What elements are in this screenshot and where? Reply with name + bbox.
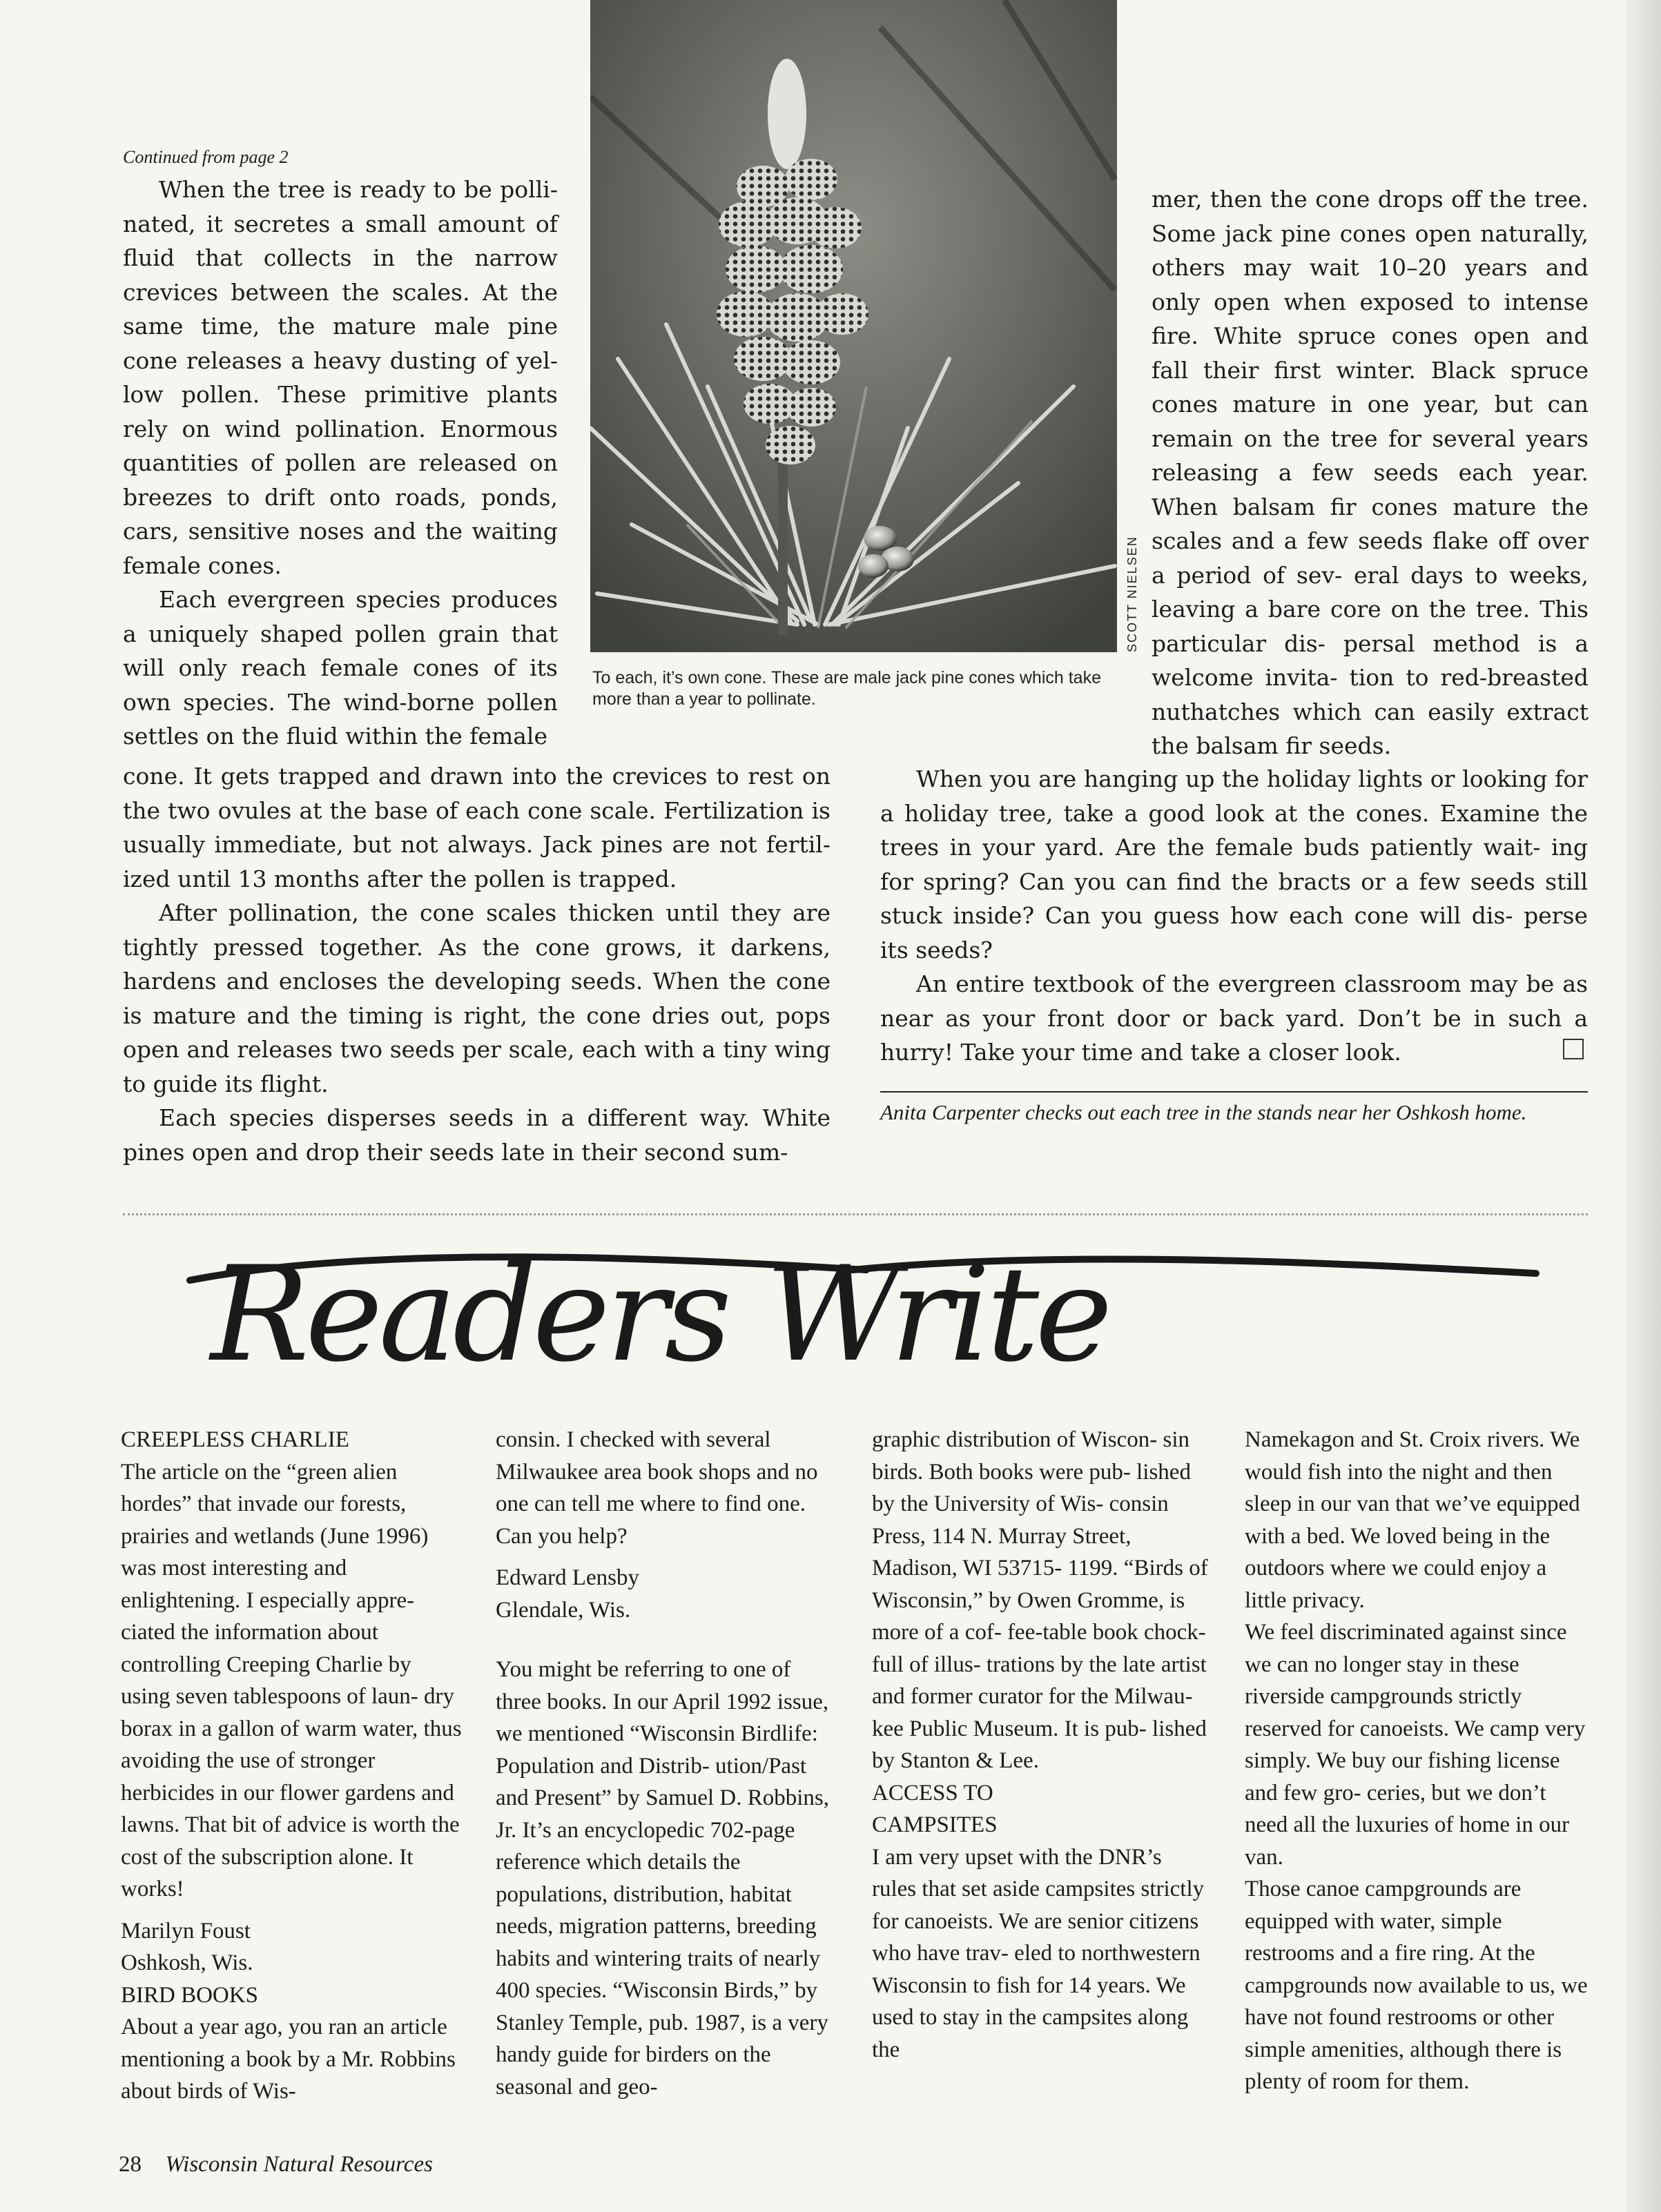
page-number: 28 <box>119 2152 142 2177</box>
end-mark <box>1563 1039 1584 1059</box>
letter-text: Namekagon and St. Croix rivers. We would fish into the night and then sleep in our van that we’ve equipped with a bed. We loved being in the outdoors where we could enjoy a little privacy. <box>1245 1427 1580 1613</box>
letter-text: consin. I checked with several Milwaukee area book shops and no one can tell me where to find one. Can you help? <box>496 1427 818 1549</box>
continued-note: Continued from page 2 <box>123 147 289 167</box>
letter-text: I am very upset with the DNR’s rules that set aside campsites strictly for canoeists. We are senior citizens who have trav- eled to northwestern Wisconsin to fish for 14 years. We used to stay in the campsites along the <box>872 1844 1205 2062</box>
article-paragraph: After pollination, the cone scales thicken until they are tightly pressed together. As the cone grows, it darkens, hardens and encloses the developing seeds. When the cone is mature and the timing is right, the cone dries out, pops open and releases two seeds per scale, each with a tiny wing to guide its flight. <box>123 899 830 1097</box>
end-mark-box <box>1563 1039 1584 1059</box>
readers-write-logo <box>162 1242 1543 1394</box>
photo-credit: SCOTT NIELSEN <box>1125 536 1139 652</box>
footer <box>119 2152 433 2177</box>
letters-column-4 <box>1245 1424 1590 2098</box>
letter-text: We feel discriminated against since we can no longer stay in these riverside campgrounds strictly reserved for canoeists. We camp very simply. We buy our fishing license and few gro- ceries, but we don’t need all the luxuries of home in our van. <box>1245 1620 1586 1870</box>
pine-cone-illustration <box>590 0 1117 652</box>
article-paragraph: cone. It gets trapped and drawn into the crevices to rest on the two ovules at the base of each cone scale. Fertilization is usually immediate, but not always. Jack pines are not fertil- ized until 13 months after the pollen is trapped. <box>123 763 830 892</box>
bio-rule <box>880 1091 1588 1093</box>
readers-write-title <box>162 1242 1543 1394</box>
letter-signature: Marilyn Foust <box>121 1918 251 1944</box>
page-spine-shadow <box>1625 0 1661 2212</box>
article-paragraph: Each species disperses seeds in a different way. White pines open and drop their seeds late in their second sum- <box>123 1104 830 1166</box>
editor-reply: You might be referring to one of three books. In our April 1992 issue, we mentioned “Wisconsin Birdlife: Population and Distrib- ution/Past and Present” by Samuel D. Robbins, Jr. It’s an encyclopedic 702-page reference which details the populations, distribution, habitat needs, migration patterns, breeding habits and wintering traits of nearly 400 species. “Wisconsin Birds,” by Stanley Temple, pub. 1987, is a very handy guide for birders on the seasonal and geo- <box>496 1657 830 2100</box>
article-left-wide <box>123 759 830 1169</box>
article-paragraph: An entire textbook of the evergreen classroom may be as near as your front door or back yard. Don’t be in such a hurry! Take your time and take a closer look. <box>880 970 1588 1066</box>
photo-caption: To each, it’s own cone. These are male jack pine cones which take more than a year to pollinate. <box>592 668 1101 709</box>
article-paragraph: When you are hanging up the holiday lights or looking for a holiday tree, take a good look at the cones. Examine the trees in your yard. Are the female buds patiently wait- ing for spring? Can you can find the bracts or a few seeds still stuck inside? Can you guess how each cone will dis- perse its seeds? <box>880 765 1588 963</box>
article-right-wide <box>880 762 1588 1070</box>
article-paragraph: mer, then the cone drops off the tree. Some jack pine cones open naturally, others may wait 10–20 years and only open when exposed to intense fire. White spruce cones open and fall their first winter. Black spruce cones mature in one year, but can remain on the tree for several years releasing a few seeds each year. When balsam fir cones mature the scales and a few seeds flake off over a period of sev- eral days to weeks, leaving a bare core on the tree. This particular dis- persal method is a welcome invita- tion to red-breasted nuthatches which can easily extract the balsam fir seeds. <box>1152 186 1589 759</box>
letter-location: Glendale, Wis. <box>496 1597 631 1623</box>
section-divider <box>123 1213 1588 1215</box>
letter-heading: ACCESS TO CAMPSITES <box>872 1780 998 1837</box>
readers-write-title-text: Readers Write <box>211 1242 1109 1391</box>
article-right-column <box>1152 182 1589 763</box>
article-paragraph: When the tree is ready to be polli- nated, it secretes a small amount of fluid that collects in the narrow crevices between the scales. At the same time, the mature male pine cone releases a heavy dusting of yel- low pollen. These primitive plants rely on wind pollination. Enormous quantities of pollen are released on breezes to drift onto roads, ponds, cars, sensitive noses and the waiting female cones. <box>123 176 558 579</box>
article-paragraph: Each evergreen species produces a uniquely shaped pollen grain that will only reach female cones of its own species. The wind-borne pollen settles on the fluid within the female <box>123 586 558 750</box>
letter-location: Oshkosh, Wis. <box>121 1950 253 1975</box>
letter-text: About a year ago, you ran an article mentioning a book by a Mr. Robbins about birds of Wis- <box>121 2015 456 2104</box>
letter-text: Those canoe campgrounds are equipped with water, simple restrooms and a fire ring. At the campgrounds now available to us, we have not found restrooms or other simple amenities, although there is plenty of room for them. <box>1245 1877 1588 2094</box>
magazine-name: Wisconsin Natural Resources <box>165 2152 433 2177</box>
letters-column-1 <box>121 1424 463 2108</box>
letters-column-2 <box>496 1424 834 2103</box>
editor-reply: graphic distribution of Wiscon- sin birds. Both books were pub- lished by the University of Wis- consin Press, 114 N. Murray Street, Madison, WI 53715- 1199. “Birds of Wisconsin,” by Owen Gromme, is more of a cof- fee-table book chock-full of illus- trations by the late artist and former curator for the Milwau- kee Public Museum. It is pub- lished by Stanton & Lee. <box>872 1427 1208 1773</box>
author-bio: Anita Carpenter checks out each tree in the stands near her Oshkosh home. <box>880 1100 1527 1124</box>
letters-column-3 <box>872 1424 1210 2066</box>
letter-heading: BIRD BOOKS <box>121 1982 258 2008</box>
article-left-column <box>123 173 558 754</box>
letter-signature: Edward Lensby <box>496 1565 640 1590</box>
letter-text: The article on the “green alien hordes” that invade our forests, prairies and wetlands (June 1996) was most interesting and enlightening. I especially appre- ciated the information about controlling Creeping Charlie by using seven tablespoons of laun- dry borax in a gallon of warm water, thus avoiding the use of stronger herbicides in our flower gardens and lawns. That bit of advice is worth the cost of the subscription alone. It works! <box>121 1459 462 1901</box>
jack-pine-cone-photo <box>590 0 1117 652</box>
letter-heading: CREEPLESS CHARLIE <box>121 1427 349 1452</box>
